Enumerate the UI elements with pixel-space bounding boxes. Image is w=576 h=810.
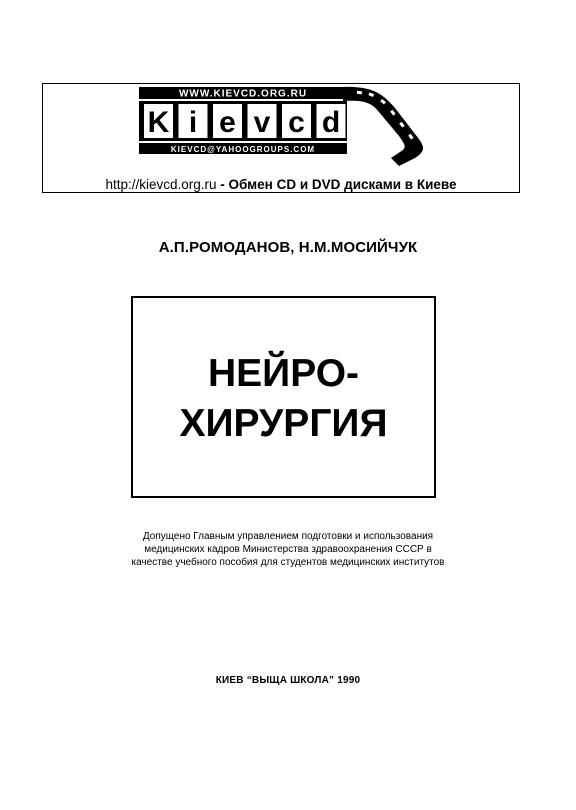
logo-top-text: WWW.KIEVCD.ORG.RU <box>178 88 308 100</box>
header-banner <box>42 83 520 193</box>
book-title-line-1: НЕЙРО- <box>207 352 360 395</box>
kievcd-logo <box>43 84 521 169</box>
book-title-line-2: ХИРУРГИЯ <box>179 402 388 445</box>
logo-letter: v <box>253 106 271 139</box>
logo-letter: e <box>219 106 236 139</box>
logo-bottom-text: KIEVCD@YAHOOGROUPS.COM <box>170 145 316 154</box>
logo-letter: i <box>188 106 198 139</box>
book-authors: А.П.РОМОДАНОВ, Н.М.МОСИЙЧУК <box>158 239 418 256</box>
approval-note <box>0 530 576 569</box>
approval-line-2: медицинских кадров Министерства здравоохранения СССР в <box>144 544 432 555</box>
film-curl <box>343 87 423 166</box>
approval-line-1: Допущено Главным управлением подготовки и использования <box>142 531 434 542</box>
logo-letter: d <box>321 106 341 139</box>
title-frame <box>131 296 436 498</box>
site-link[interactable]: http://kievcd.org.ru <box>105 177 217 192</box>
publisher-imprint: КИЕВ “ВЫЩА ШКОЛА” 1990 <box>215 675 361 686</box>
approval-line-3: качестве учебного пособия для студентов медицинских институтов <box>131 557 445 568</box>
banner-caption <box>43 177 519 193</box>
banner-tagline: - Обмен CD и DVD дисками в Киеве <box>216 177 457 192</box>
logo-letter: K <box>147 106 170 139</box>
logo-letter: c <box>288 106 305 139</box>
